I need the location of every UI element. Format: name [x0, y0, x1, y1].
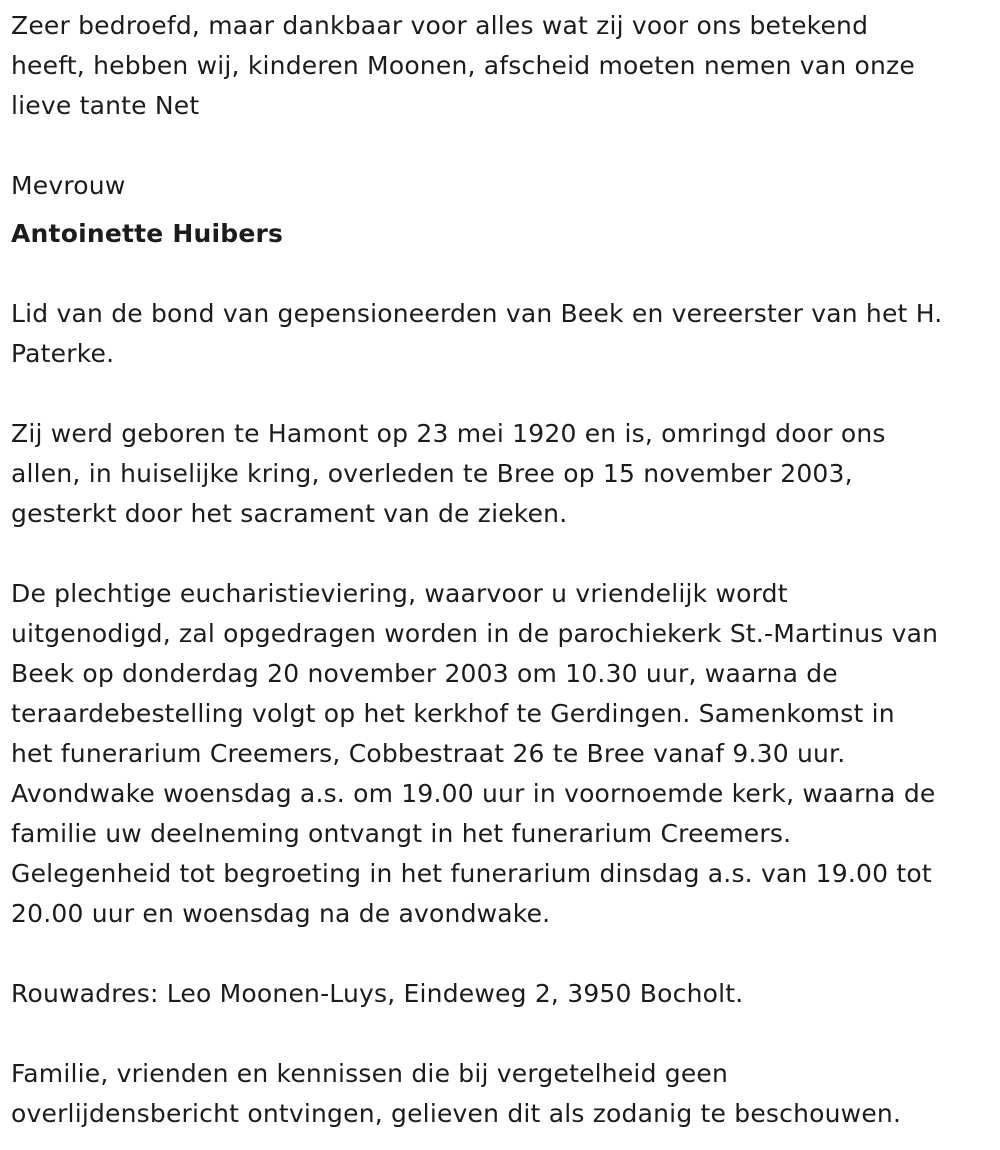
text-line: Familie, vrienden en kennissen die bij vergetelheid geen — [11, 1059, 729, 1088]
text-line: Beek op donderdag 20 november 2003 om 10.30 uur, waarna de — [11, 659, 838, 688]
text-line: teraardebestelling volgt op het kerkhof te Gerdingen. Samenkomst in — [11, 699, 895, 728]
text-line: Lid van de bond van gepensioneerden van Beek en vereerster van het H. — [11, 299, 943, 328]
closing-paragraph — [11, 1054, 991, 1134]
text-line: overlijdensbericht ontvingen, gelieven dit als zodanig te beschouwen. — [11, 1099, 902, 1128]
text-line: Zeer bedroefd, maar dankbaar voor alles wat zij voor ons betekend — [11, 11, 869, 40]
deceased-name: Antoinette Huibers — [11, 219, 284, 248]
text-line: Gelegenheid tot begroeting in het funerarium dinsdag a.s. van 19.00 tot — [11, 859, 932, 888]
text-line: heeft, hebben wij, kinderen Moonen, afscheid moeten nemen van onze — [11, 51, 915, 80]
text-line: gesterkt door het sacrament van de zieken. — [11, 499, 568, 528]
text-line: Paterke. — [11, 339, 115, 368]
text-line: 20.00 uur en woensdag na de avondwake. — [11, 899, 551, 928]
text-line: De plechtige eucharistieviering, waarvoor u vriendelijk wordt — [11, 579, 788, 608]
membership-paragraph — [11, 294, 991, 374]
text-line: allen, in huiselijke kring, overleden te Bree op 15 november 2003, — [11, 459, 853, 488]
text-line: uitgenodigd, zal opgedragen worden in de parochiekerk St.-Martinus van — [11, 619, 939, 648]
obituary-notice — [11, 6, 991, 1134]
text-line: Zij werd geboren te Hamont op 23 mei 1920 en is, omringd door ons — [11, 419, 886, 448]
salutation: Mevrouw — [11, 171, 126, 200]
text-line: het funerarium Creemers, Cobbestraat 26 te Bree vanaf 9.30 uur. — [11, 739, 846, 768]
ceremony-paragraph — [11, 574, 991, 934]
birth-death-paragraph — [11, 414, 991, 534]
intro-paragraph — [11, 6, 991, 126]
text-line: Avondwake woensdag a.s. om 19.00 uur in voornoemde kerk, waarna de — [11, 779, 936, 808]
text-line: familie uw deelneming ontvangt in het funerarium Creemers. — [11, 819, 792, 848]
mourning-address: Rouwadres: Leo Moonen-Luys, Eindeweg 2, 3950 Bocholt. — [11, 979, 744, 1008]
text-line: lieve tante Net — [11, 91, 200, 120]
